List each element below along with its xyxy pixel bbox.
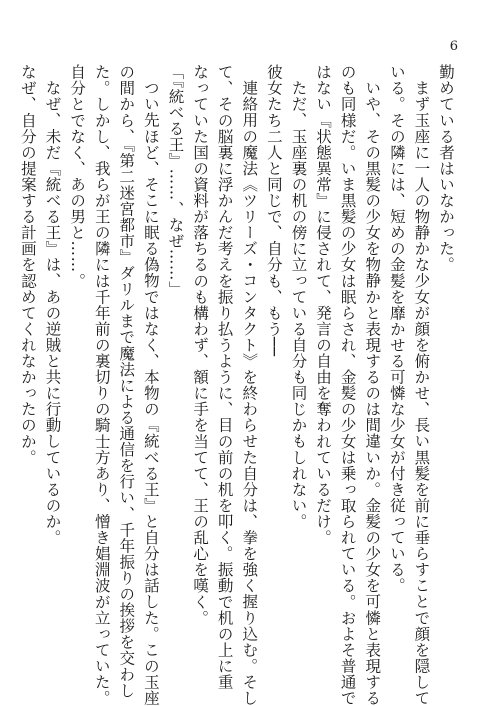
text-line: ただ、玉座裏の机の傍に立っている自分も同じかもしれない。 <box>289 79 308 529</box>
text-line: なぜ、未だ『統べる王』は、あの逆賊と共に行動しているのか。 <box>43 79 62 545</box>
text-line: 彼女たち二人と同じで、自分も、もう── <box>264 64 283 357</box>
text-line: いる。その隣には、短めの金髪を靡かせる可憐な少女が付き従っている。 <box>387 64 406 594</box>
text-line: なっていた国の資料が落ちるのも構わず、額に手を当てて、王の乱心を嘆く。 <box>191 64 210 626</box>
text-line: はない『状態異常』に侵されて、発言の自由を奪われているだけ。 <box>314 64 333 546</box>
text-line: まず玉座に一人の物静かな少女が顔を俯かせ、長い黒髪を前に垂らすことで顔を隠して <box>412 79 431 706</box>
text-line: の間から、『第二迷宮都市』ダリルまで魔法による通信を行い、千年振りの挨拶を交わし <box>117 64 136 699</box>
text-line: た。しかし、我らが王の隣には千年前の裏切りの騎士方あり、憎き娼淵波が立っていた。 <box>92 64 111 706</box>
text-line: 連絡用の魔法《ツリーズ・コンタクト》を終わらせた自分は、拳を強く握り込む。そし <box>240 79 259 706</box>
text-line: いや、その黒髪の少女を物静かと表現するのは間違いか。金髪の少女を可憐と表現する <box>363 79 382 706</box>
text-line: 「『統べる王』……、なぜ……」 <box>166 64 185 297</box>
text-line: 自分とでなく、あの男と……。 <box>68 64 87 289</box>
text-line: つい先ほど、そこに眠る偽物ではなく、本物の『統べる王』と自分は話した。この玉座 <box>141 79 160 706</box>
text-line: て、その脳裏に浮かんだ考えを振り払うように、目の前の机を叩く。振動で机の上に重 <box>215 64 234 690</box>
text-line: なぜ、自分の提案する計画を認めてくれなかったのか。 <box>18 64 37 466</box>
text-line: 勤めている者はいなかった。 <box>437 64 455 273</box>
novel-text <box>18 64 458 706</box>
page-number: 6 <box>449 39 458 54</box>
text-line: のも同様だ。いま黒髪の少女は眠らされ、金髪の少女は乗っ取られている。およそ普通で <box>338 64 357 706</box>
